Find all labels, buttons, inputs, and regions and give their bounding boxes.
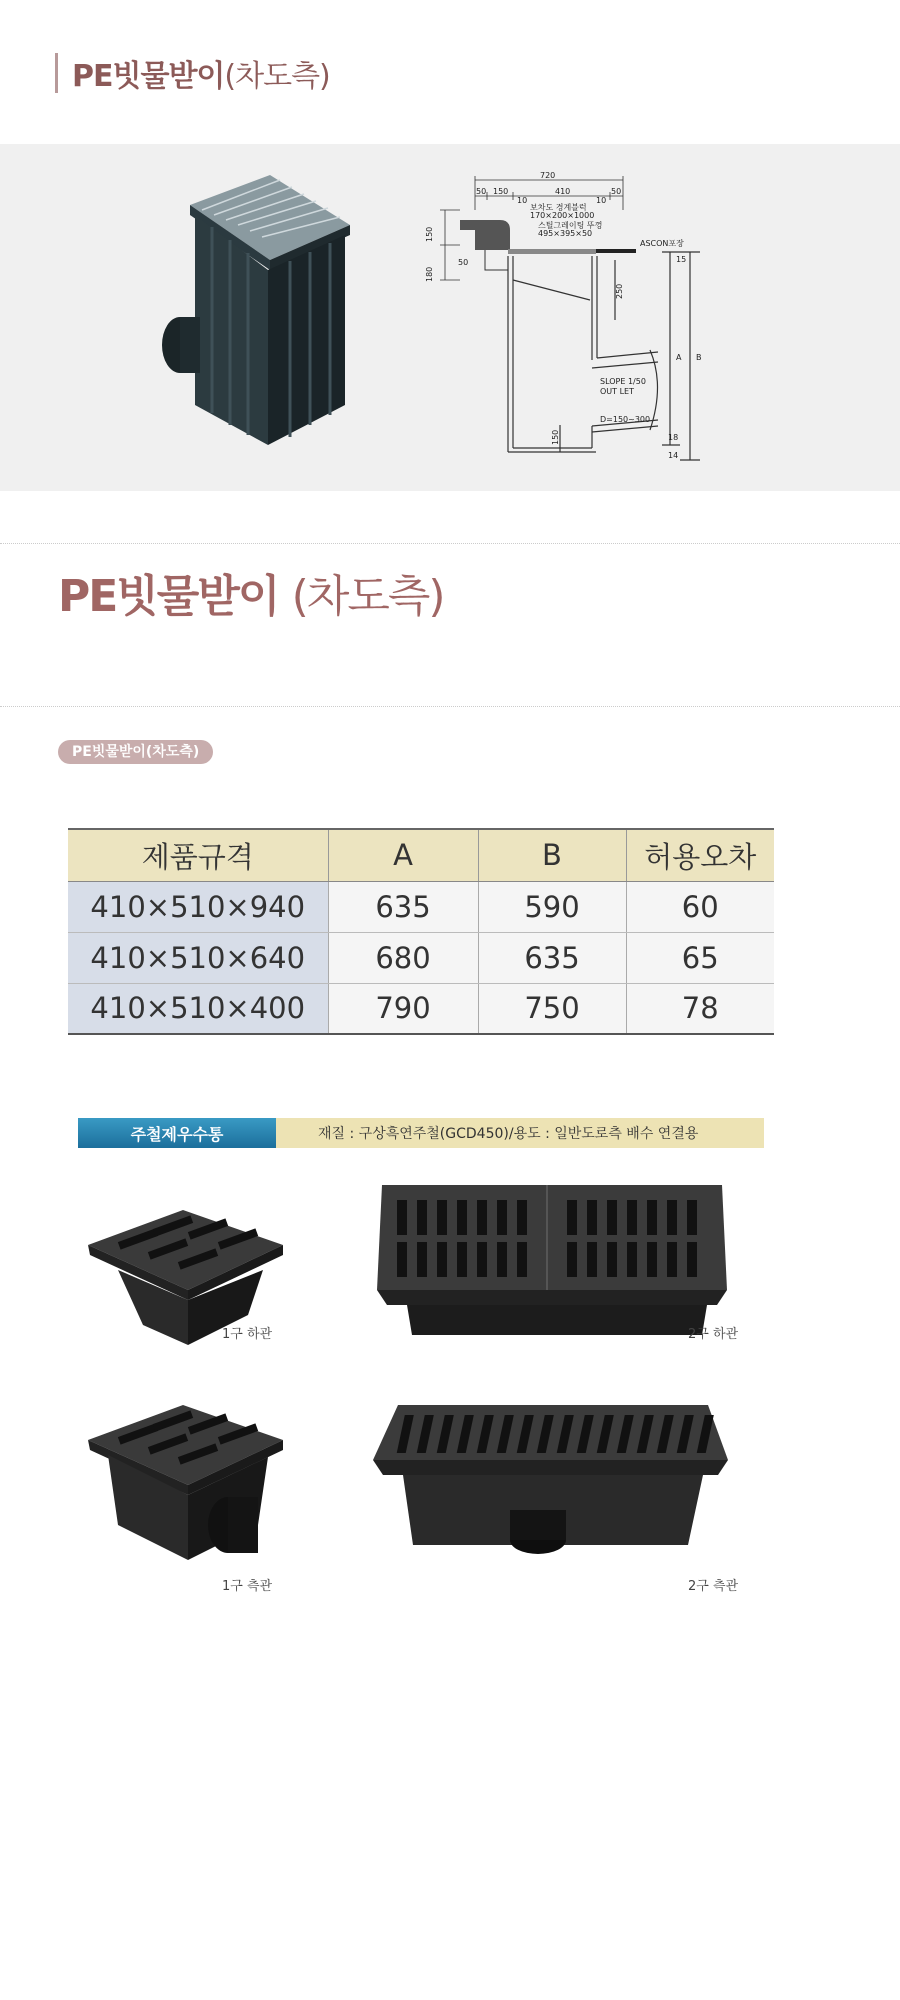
cast-iron-header-bar xyxy=(78,1118,764,1148)
svg-text:A: A xyxy=(676,353,682,362)
column-header: A xyxy=(328,829,478,881)
svg-text:150: 150 xyxy=(493,187,509,196)
table-cell: 635 xyxy=(328,881,478,932)
svg-text:50: 50 xyxy=(611,187,622,196)
single-side-outlet-photo xyxy=(88,1395,288,1570)
pe-catch-basin-photo xyxy=(150,175,350,465)
svg-text:50: 50 xyxy=(458,258,469,267)
table-header-row xyxy=(68,829,774,881)
table-cell: 590 xyxy=(478,881,626,932)
column-header: 제품규격 xyxy=(68,829,328,881)
caption-double-side: 2구 측관 xyxy=(688,1579,739,1594)
technical-drawing xyxy=(400,170,740,480)
table-cell: 410×510×940 xyxy=(68,881,328,932)
svg-text:410: 410 xyxy=(555,187,571,196)
product-label-pill: PE빗물받이(차도측) xyxy=(58,740,213,764)
cast-iron-label: 주철제우수통 xyxy=(78,1118,276,1148)
table-row xyxy=(68,932,774,983)
section-title: PE빗물받이 (차도측) xyxy=(58,571,444,622)
table-row xyxy=(68,881,774,932)
table-cell: 790 xyxy=(328,983,478,1034)
divider-2 xyxy=(0,706,900,707)
table-cell: 410×510×400 xyxy=(68,983,328,1034)
caption-double-bottom: 2구 하관 xyxy=(688,1327,739,1342)
svg-text:보차도 경계블럭: 보차도 경계블럭 xyxy=(530,203,587,212)
svg-text:14: 14 xyxy=(668,451,679,460)
svg-text:720: 720 xyxy=(540,171,556,180)
svg-text:10: 10 xyxy=(517,196,528,205)
caption-single-side: 1구 측관 xyxy=(222,1579,273,1594)
column-header: B xyxy=(478,829,626,881)
svg-text:495×395×50: 495×395×50 xyxy=(538,229,593,238)
table-cell: 680 xyxy=(328,932,478,983)
svg-text:SLOPE 1/50: SLOPE 1/50 xyxy=(600,377,646,386)
svg-text:OUT LET: OUT LET xyxy=(600,387,634,396)
svg-text:150: 150 xyxy=(425,226,434,242)
page-header xyxy=(55,50,330,96)
svg-text:스틸그레이팅 뚜껑: 스틸그레이팅 뚜껑 xyxy=(538,221,603,230)
svg-text:170×200×1000: 170×200×1000 xyxy=(530,211,595,220)
double-side-outlet-photo xyxy=(368,1400,733,1565)
svg-text:180: 180 xyxy=(425,266,434,282)
svg-text:18: 18 xyxy=(668,433,679,442)
svg-text:B: B xyxy=(696,353,702,362)
divider-1 xyxy=(0,543,900,544)
table-cell: 65 xyxy=(626,932,774,983)
svg-text:150: 150 xyxy=(551,429,560,445)
table-cell: 60 xyxy=(626,881,774,932)
column-header: 허용오차 xyxy=(626,829,774,881)
page-title: PE빗물받이(차도측) xyxy=(72,59,330,94)
table-row xyxy=(68,983,774,1034)
table-cell: 410×510×640 xyxy=(68,932,328,983)
header-accent-line xyxy=(55,53,58,93)
svg-text:50: 50 xyxy=(476,187,487,196)
svg-text:250: 250 xyxy=(615,283,624,299)
svg-text:15: 15 xyxy=(676,255,687,264)
caption-single-bottom: 1구 하관 xyxy=(222,1327,273,1342)
svg-text:10: 10 xyxy=(596,196,607,205)
svg-text:D=150~300: D=150~300 xyxy=(600,415,651,424)
svg-text:ASCON포장: ASCON포장 xyxy=(640,239,684,248)
table-cell: 78 xyxy=(626,983,774,1034)
cast-iron-description: 재질 : 구상흑연주철(GCD450)/용도 : 일반도로측 배수 연결용 xyxy=(276,1118,764,1148)
double-bottom-outlet-photo xyxy=(372,1180,732,1340)
spec-table xyxy=(68,828,774,1035)
table-cell: 750 xyxy=(478,983,626,1034)
table-cell: 635 xyxy=(478,932,626,983)
